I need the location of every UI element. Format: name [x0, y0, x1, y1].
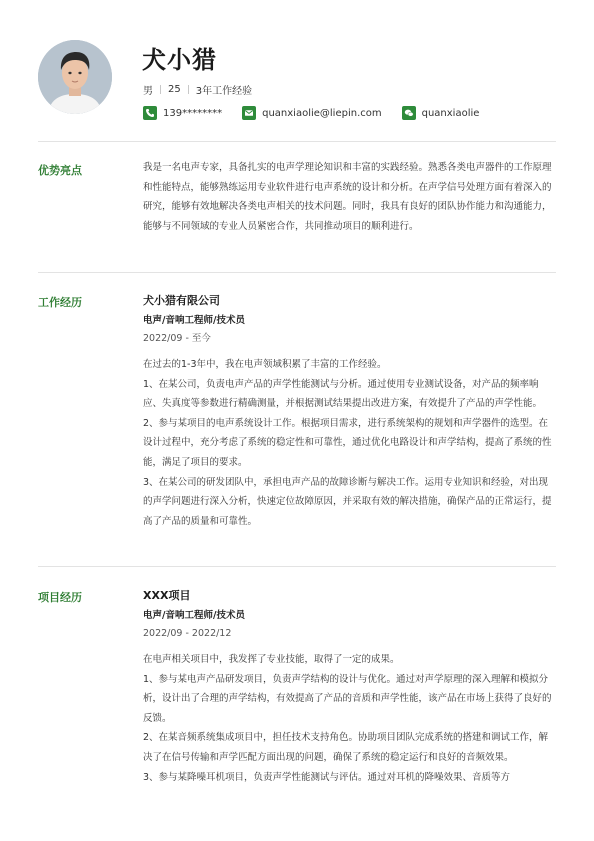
section-divider	[38, 272, 556, 273]
work-paragraph: 2、参与某项目的电声系统设计工作。根据项目需求，进行系统架构的规划和声学器件的选型。在设计过程中，充分考虑了系统的稳定性和可靠性，通过优化电路设计和声学结构，提高了系统的性能，满足了项目的要求。	[143, 417, 552, 468]
project-entry	[143, 588, 556, 787]
contact-phone	[143, 106, 222, 120]
meta-divider	[160, 85, 161, 94]
project-paragraph: 3、参与某降噪耳机项目，负责声学性能测试与评估。通过对耳机的降噪效果、音质等方	[143, 771, 511, 783]
company-name: 犬小猎有限公司	[143, 294, 220, 307]
work-paragraph: 在过去的1-3年中，我在电声领域积累了丰富的工作经验。	[143, 359, 387, 370]
mail-icon	[242, 106, 256, 120]
project-date-range: 2022/09 - 2022/12	[143, 628, 232, 639]
section-divider	[38, 566, 556, 567]
project-paragraph: 1、参与某电声产品研发项目，负责声学结构的设计与优化。通过对声学原理的深入理解和模拟分析，设计出了合理的声学结构，有效提高了产品的音质和声学性能，该产品在市场上获得了良好的反馈。	[143, 673, 552, 724]
work-date-range: 2022/09 - 至今	[143, 333, 211, 344]
work-paragraph: 1、在某公司，负责电声产品的声学性能测试与分析。通过使用专业测试设备，对产品的频率响应、失真度等参数进行精确测量，并根据测试结果提出改进方案，有效提升了产品的声学性能。	[143, 378, 543, 410]
candidate-name: 犬小猎	[142, 46, 217, 74]
section-divider	[38, 141, 556, 142]
phone-icon	[143, 106, 157, 120]
work-paragraph: 3、在某公司的研发团队中，承担电声产品的故障诊断与解决工作。运用专业知识和经验，对出现的声学问题进行深入分析，快速定位故障原因，并采取有效的解决措施，确保产品的正常运行，提高了产品的质量和可靠性。	[143, 476, 552, 527]
section-title-strengths: 优势亮点	[38, 164, 82, 177]
project-role: 电声/音响工程师/技术员	[143, 610, 245, 621]
wechat-icon	[402, 106, 416, 120]
age: 25	[168, 84, 181, 95]
work-entry	[143, 293, 556, 531]
project-name: XXX项目	[143, 589, 191, 602]
project-paragraph: 2、在某音频系统集成项目中，担任技术支持角色。协助项目团队完成系统的搭建和调试工作，解决了在信号传输和声学匹配方面出现的问题，确保了系统的稳定运行和良好的音频效果。	[143, 732, 549, 763]
project-paragraph: 在电声相关项目中，我发挥了专业技能，取得了一定的成果。	[143, 654, 400, 665]
email-address: quanxiaolie@liepin.com	[262, 107, 382, 119]
work-experience-years: 3年工作经验	[195, 86, 253, 97]
gender: 男	[143, 86, 153, 97]
work-description	[143, 355, 556, 531]
basic-info	[143, 82, 252, 97]
section-title-project: 项目经历	[38, 591, 82, 604]
contact-email	[242, 106, 382, 120]
strengths-text: 我是一名电声专家，具备扎实的电声学理论知识和丰富的实践经验。熟悉各类电声器件的工作原理和性能特点，能够熟练运用专业软件进行电声系统的设计和分析。在声学信号处理方面有着深入的研究，能够有效地解决各类电声相关的技术问题。同时，我具有良好的团队协作能力和沟通能力，能够与不同领域的专业人员紧密合作，共同推动项目的顺利进行。	[143, 162, 552, 232]
wechat-id: quanxiaolie	[421, 107, 480, 119]
phone-number: 139********	[163, 107, 223, 119]
project-description	[143, 650, 556, 787]
avatar	[38, 40, 112, 114]
section-title-work: 工作经历	[38, 296, 82, 309]
avatar-photo-icon	[38, 40, 112, 114]
meta-divider	[188, 85, 189, 94]
contact-wechat	[402, 106, 480, 120]
contact-info	[143, 106, 499, 120]
job-title: 电声/音响工程师/技术员	[143, 315, 245, 326]
